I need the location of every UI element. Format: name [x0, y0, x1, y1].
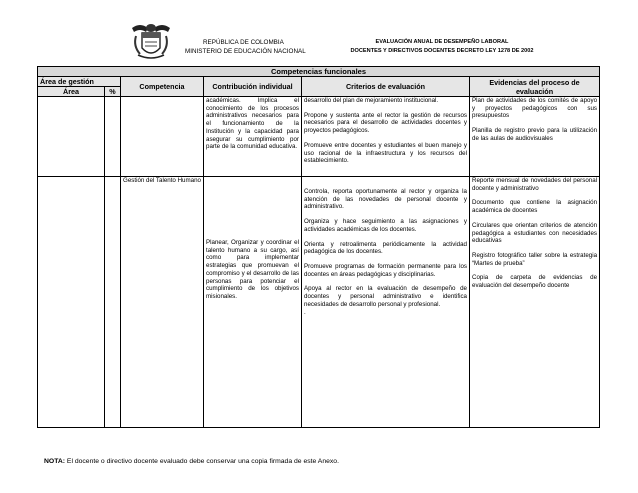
table-band-title: Competencias funcionales — [38, 67, 600, 77]
criterio-item: . — [304, 309, 306, 317]
contribucion-cell: académicas. Implica el conocimiento de los procesos administrativos necesarios para el funcionamiento de la Institución y la capacidad para asegurar su cumplimiento por parte de la comunidad educativa. — [204, 97, 302, 177]
criterio-item: Apoya al rector en la evaluación de desempeño de docentes y personal administrativo e identifica necesidades de desarrollo personal y profesional. — [304, 285, 467, 308]
header-criterios: Criterios de evaluación — [302, 77, 470, 97]
note-label: NOTA: — [44, 458, 66, 465]
competencia-cell — [121, 97, 204, 177]
header-evidencias: Evidencias del proceso de evaluación — [470, 77, 600, 97]
percent-cell — [105, 177, 121, 428]
criterio-item: Organiza y hace seguimiento a las asignaciones y actividades académicas de los docentes. — [304, 218, 467, 233]
table-row — [38, 177, 600, 428]
evaluation-subtitle: DOCENTES Y DIRECTIVOS DOCENTES DECRETO LEY 1278 DE 2002 — [350, 48, 534, 54]
evaluation-title-block — [320, 38, 564, 56]
note-text: El docente o directivo docente evaluado debe conservar una copia firmada de este Anexo. — [66, 458, 339, 465]
evidencia-item: Planilla de registro previo para la utilización de las aulas de audiovisuales — [472, 127, 598, 142]
criterio-item: Orienta y retroalimenta periódicamente la actividad pedagógica de los docentes. — [304, 240, 467, 256]
evidencia-item: Registro fotográfico taller sobre la estrategia “Martes de prueba” — [472, 251, 598, 267]
header-contribucion: Contribución individual — [204, 77, 302, 97]
ministry-name: MINISTERIO DE EDUCACIÓN NACIONAL — [185, 48, 306, 55]
evidencia-item: Copia de carpeta de evidencias de evaluación del desempeño docente — [472, 274, 598, 290]
competencias-table — [37, 66, 600, 428]
document-header — [0, 0, 638, 62]
evidencia-item: Circulares que orientan criterios de atención pedagógica a estudiantes con necesidades educativas — [472, 221, 598, 245]
competencia-cell: Gestión del Talento Humano — [121, 177, 204, 428]
ministry-block — [185, 38, 306, 56]
criterios-cell — [302, 177, 470, 428]
country-name: REPÚBLICA DE COLOMBIA — [203, 39, 284, 46]
percent-cell — [105, 97, 121, 177]
criterio-item: Controla, reporta oportunamente al rector y organiza la atención de las novedades de personal docente y administrativo. — [304, 188, 467, 211]
table-row — [38, 97, 600, 177]
contribucion-cell: Planear, Organizar y coordinar el talento humano a su cargo, así como para implementar estrategias que promuevan el compromiso y el desarrollo de las personas para potenciar el cumplimiento de los objetivos misionales. — [204, 177, 302, 428]
evidencia-item: Reporte mensual de novedades del personal docente y administrativo — [472, 177, 598, 192]
colombia-coat-of-arms-icon — [128, 22, 174, 62]
header-percent: % — [105, 87, 121, 97]
evidencias-cell — [470, 97, 600, 177]
area-cell — [38, 177, 105, 428]
footer-note — [44, 458, 339, 465]
criterio-item: desarrollo del plan de mejoramiento institucional. — [304, 97, 439, 104]
criterio-item: Promueve programas de formación permanente para los docentes en áreas pedagógicas y disciplinarias. — [304, 262, 467, 278]
criterio-item: Propone y sustenta ante el rector la gestión de recursos necesarios para el desarrollo de actividades docentes y proyectos pedagógicos. — [304, 111, 467, 135]
evidencia-item: Documento que contiene la asignación académica de docentes — [472, 199, 598, 215]
header-area: Área — [38, 87, 105, 97]
criterio-item: Promueve entre docentes y estudiantes el buen manejo y uso racional de la infraestructura y los recursos del establecimiento. — [304, 141, 467, 165]
evaluation-title: EVALUACIÓN ANUAL DE DESEMPEÑO LABORAL — [375, 39, 509, 45]
evidencia-item: Plan de actividades de los comités de apoyo y proyectos pedagógicos con sus presupuestos — [472, 97, 598, 120]
area-cell — [38, 97, 105, 177]
criterios-cell — [302, 97, 470, 177]
evidencias-cell — [470, 177, 600, 428]
header-area-gestion: Área de gestión — [38, 77, 121, 87]
header-competencia: Competencia — [121, 77, 204, 97]
